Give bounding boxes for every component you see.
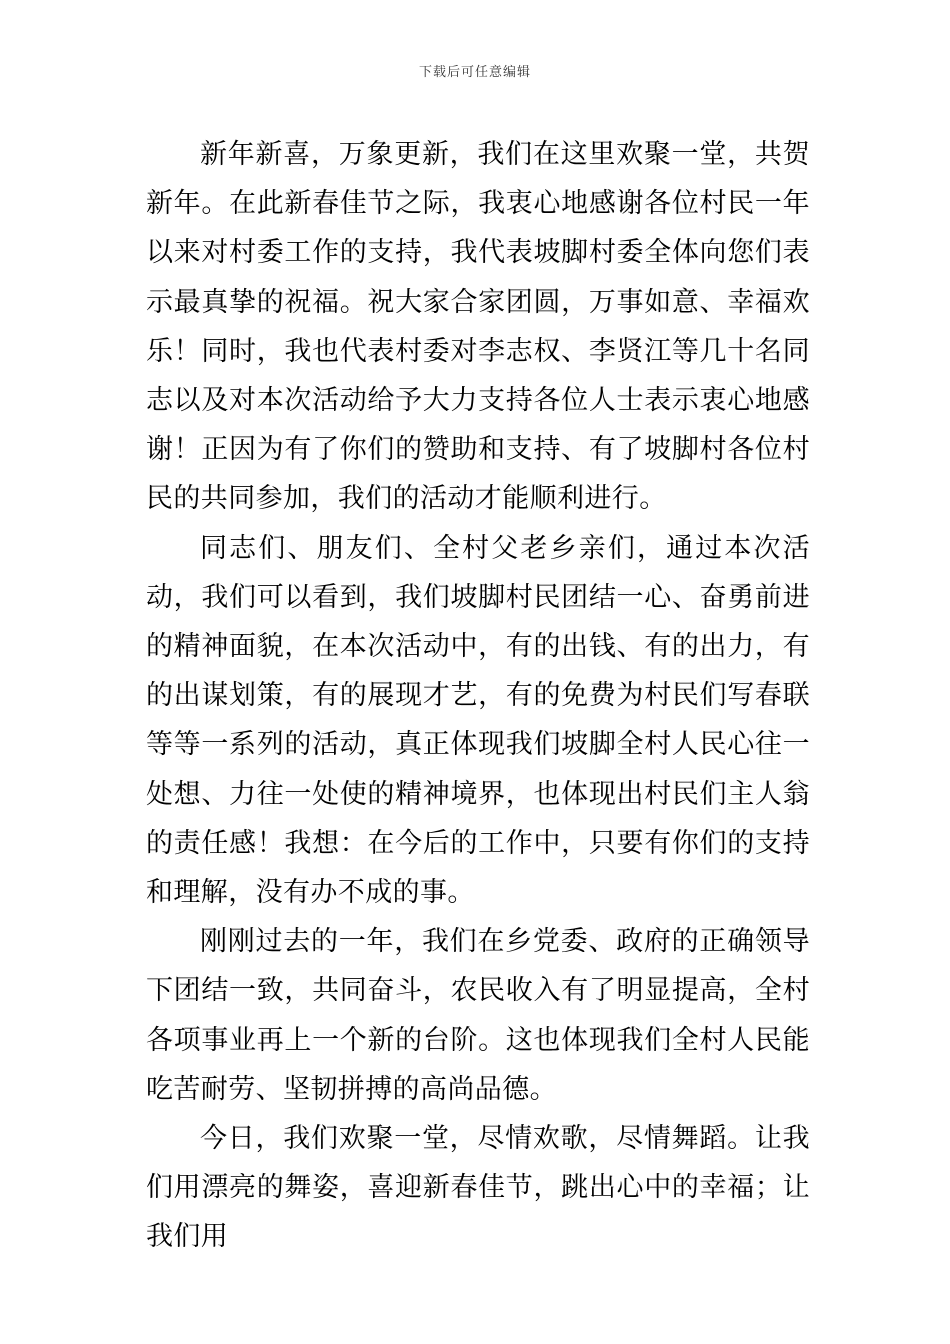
paragraph-greeting: 新年新喜，万象更新，我们在这里欢聚一堂，共贺新年。在此新春佳节之际，我衷心地感谢各位村民一年以来对村委工作的支持，我代表坡脚村委全体向您们表示最真挚的祝福。祝大家合家团圆，万事如意、幸福欢乐！同时，我也代表村委对李志权、李贤江等几十名同志以及对本次活动给予大力支持各位人士表示衷心地感谢！正因为有了你们的赞助和支持、有了坡脚村各位村民的共同参加，我们的活动才能顺利进行。 xyxy=(146,139,810,515)
paragraph-past-year: 刚刚过去的一年，我们在乡党委、政府的正确领导下团结一致，共同奋斗，农民收入有了明显提高，全村各项事业再上一个新的台阶。这也体现我们全村人民能吃苦耐劳、坚韧拼搏的高尚品德。 xyxy=(146,926,810,1105)
document-body xyxy=(146,130,810,1262)
page-header-note: 下载后可任意编辑 xyxy=(418,65,531,80)
paragraph-activity: 同志们、朋友们、全村父老乡亲们，通过本次活动，我们可以看到，我们坡脚村民团结一心、奋勇前进的精神面貌，在本次活动中，有的出钱、有的出力，有的出谋划策，有的展现才艺，有的免费为村民们写春联等等一系列的活动，真正体现我们坡脚全村人民心往一处想、力往一处使的精神境界，也体现出村民们主人翁的责任感！我想：在今后的工作中，只要有你们的支持和理解，没有办不成的事。 xyxy=(146,532,810,909)
paragraph-celebration: 今日，我们欢聚一堂，尽情欢歌，尽情舞蹈。让我们用漂亮的舞姿，喜迎新春佳节，跳出心中的幸福；让我们用 xyxy=(146,1123,810,1253)
